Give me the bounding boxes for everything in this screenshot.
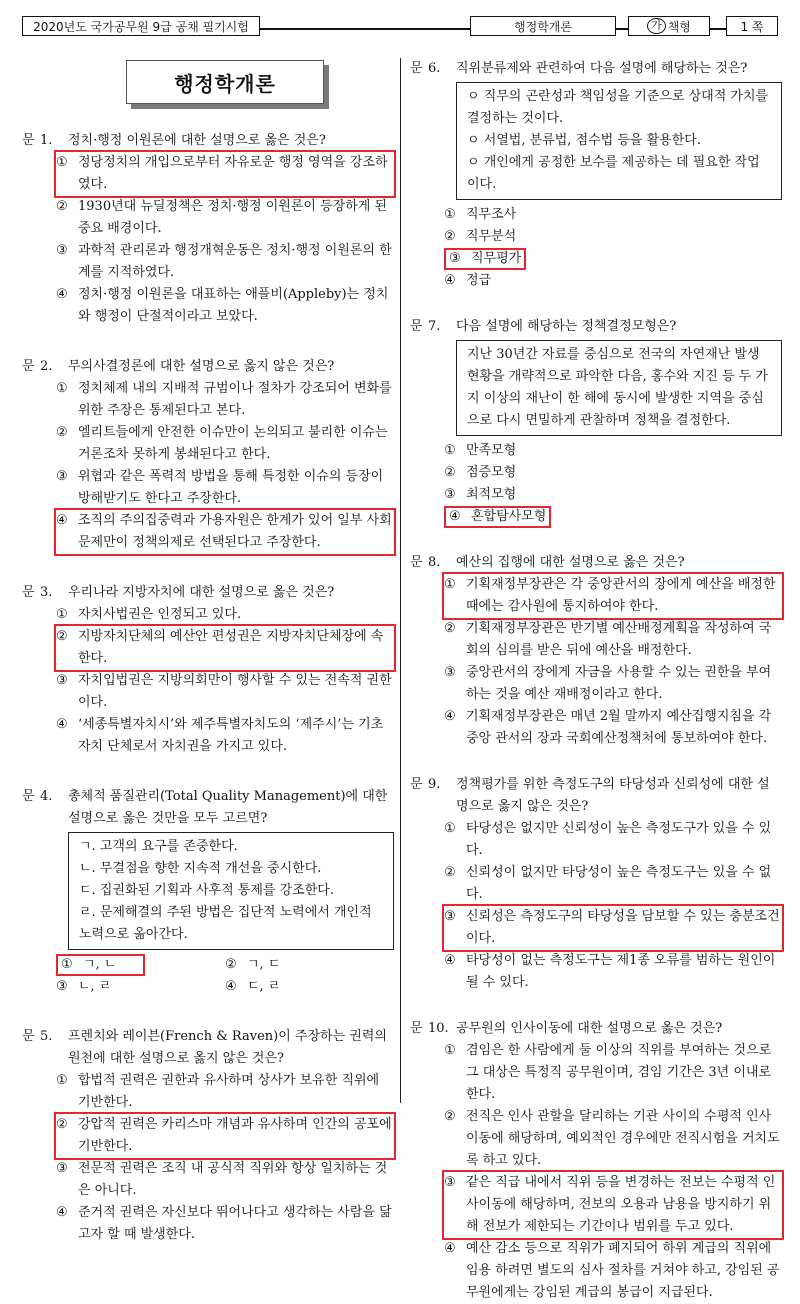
option-text: 신뢰성이 없지만 타당성이 높은 측정도구는 있을 수 없다. <box>466 865 772 902</box>
option-text: 기획재정부장관은 반기별 예산배정계획을 작성하여 국회의 심의를 받은 뒤에 예산을 배정한다. <box>466 621 772 658</box>
option-text: 엘리트들에게 안전한 이슈만이 논의되고 불리한 이슈는 거론조차 못하게 봉쇄된다고 한다. <box>78 425 388 462</box>
question-info-box <box>456 340 782 436</box>
question-text: 예산의 집행에 대한 설명으로 옳은 것은? <box>456 555 685 570</box>
exam-header <box>0 0 800 44</box>
highlighted-answer-option <box>56 626 394 670</box>
option-row <box>410 1238 782 1304</box>
option-number: ③ <box>56 1161 68 1176</box>
option-text: 타당성이 없는 측정도구는 제1종 오류를 범하는 원인이 될 수 있다. <box>466 953 776 990</box>
option-row <box>410 204 782 226</box>
answer-option <box>444 204 782 226</box>
question-number: 3. <box>40 585 53 600</box>
option-text: 직무평가 <box>471 251 522 266</box>
option-text: 만족모형 <box>466 443 517 458</box>
right-column <box>410 58 782 1304</box>
option-number: ④ <box>225 979 237 994</box>
option-text: 기획재정부장관은 매년 2월 말까지 예산집행지침을 각 중앙 관서의 장과 국회예산정책처에 통보하여야 한다. <box>466 709 772 746</box>
question-4 <box>22 786 394 998</box>
option-text: ㄱ, ㄴ <box>83 957 117 972</box>
question-number: 5. <box>40 1029 53 1044</box>
question-stem <box>22 1026 394 1070</box>
question-number: 8. <box>428 555 441 570</box>
option-text: ㄷ, ㄹ <box>247 979 281 994</box>
info-box-line: ㅇ 서열법, 분류법, 점수법 등을 활용한다. <box>467 133 701 148</box>
option-text: 강압적 권력은 카리스마 개념과 유사하며 인간의 공포에 기반한다. <box>78 1117 392 1154</box>
answer-option <box>56 284 394 328</box>
option-text: 혼합탐사모형 <box>471 509 547 524</box>
question-marker: 문 <box>410 555 423 570</box>
option-row <box>22 510 394 554</box>
option-row <box>410 506 782 528</box>
answer-option <box>444 618 782 662</box>
booklet-type-box <box>628 16 710 36</box>
option-row <box>410 462 782 484</box>
option-number: ② <box>444 1109 456 1124</box>
option-number: ② <box>444 229 456 244</box>
option-number: ① <box>444 821 456 836</box>
option-text: 기획재정부장관은 각 중앙관서의 장에게 예산을 배정한 때에는 감사원에 통지하여야 한다. <box>466 577 776 614</box>
question-stem <box>410 774 782 818</box>
question-number: 9. <box>428 777 441 792</box>
option-row <box>22 422 394 466</box>
question-stem <box>22 786 394 830</box>
question-text: 우리나라 지방자치에 대한 설명으로 옳은 것은? <box>68 585 335 600</box>
option-row <box>22 670 394 714</box>
option-row <box>22 284 394 328</box>
option-row <box>410 1106 782 1172</box>
option-row <box>22 626 394 670</box>
highlighted-answer-option <box>444 248 526 270</box>
subject-title-text: 행정학개론 <box>174 71 276 96</box>
question-marker: 문 <box>22 359 35 374</box>
answer-option <box>444 662 782 706</box>
subject-title <box>126 60 324 104</box>
question-number: 10. <box>428 1021 449 1036</box>
option-text: 정치·행정 이원론을 대표하는 애플비(Appleby)는 정치와 행정이 단절적이라고 보았다. <box>78 287 389 324</box>
question-marker: 문 <box>22 1029 35 1044</box>
option-label <box>225 954 304 976</box>
option-text: 조직의 주의집중력과 가용자원은 한계가 있어 일부 사회문제만이 정책의제로 선택된다고 주장한다. <box>78 513 392 550</box>
option-number: ③ <box>444 665 456 680</box>
option-row <box>22 152 394 196</box>
option-number: ② <box>56 425 68 440</box>
option-text: 지방자치단체의 예산안 편성권은 지방자치단체장에 속한다. <box>78 629 384 666</box>
option-row <box>22 604 394 626</box>
highlighted-answer-option <box>56 152 394 196</box>
highlighted-answer-option <box>56 1114 394 1158</box>
answer-option <box>444 462 782 484</box>
option-number: ④ <box>444 953 456 968</box>
info-box-line: ㅇ 개인에게 공정한 보수를 제공하는 데 필요한 작업이다. <box>467 155 760 192</box>
exam-name-box <box>22 16 260 36</box>
option-number: ③ <box>56 469 68 484</box>
option-label <box>225 976 304 998</box>
option-row <box>22 1114 394 1158</box>
info-box-line: ㄹ. 문제해결의 주된 방법은 집단적 노력에서 개인적 노력으로 옮아간다. <box>79 905 372 942</box>
option-row <box>410 248 782 270</box>
question-3 <box>22 582 394 758</box>
option-number: ① <box>56 155 68 170</box>
option-number: ① <box>444 577 456 592</box>
option-number: ③ <box>56 673 68 688</box>
answer-option <box>56 1158 394 1202</box>
option-number: ④ <box>56 287 68 302</box>
option-text: 신뢰성은 측정도구의 타당성을 담보할 수 있는 충분조건이다. <box>466 909 780 946</box>
question-text: 공무원의 인사이동에 대한 설명으로 옳은 것은? <box>456 1021 723 1036</box>
question-stem <box>22 130 394 152</box>
option-row <box>410 574 782 618</box>
question-5 <box>22 1026 394 1246</box>
option-text: 과학적 관리론과 행정개혁운동은 정치·행정 이원론의 한계를 지적하였다. <box>78 243 392 280</box>
option-number: ① <box>444 443 456 458</box>
answer-option <box>444 440 782 462</box>
left-column <box>22 58 394 1246</box>
question-number: 4. <box>40 789 53 804</box>
option-text: 점증모형 <box>466 465 517 480</box>
option-text: ㄱ, ㄷ <box>247 957 281 972</box>
question-number: 2. <box>40 359 53 374</box>
option-number: ③ <box>56 243 68 258</box>
option-number: ② <box>444 465 456 480</box>
option-text: 전문적 권력은 조직 내 공식적 직위와 항상 일치하는 것은 아니다. <box>78 1161 388 1198</box>
option-text: 직무조사 <box>466 207 517 222</box>
question-marker: 문 <box>410 61 423 76</box>
option-row <box>22 714 394 758</box>
option-number: ① <box>56 607 68 622</box>
question-text: 무의사결정론에 대한 설명으로 옳지 않은 것은? <box>68 359 335 374</box>
option-row <box>22 1070 394 1114</box>
answer-option <box>56 954 225 976</box>
answer-option <box>56 196 394 240</box>
option-label <box>56 976 135 998</box>
question-number: 1. <box>40 133 53 148</box>
highlighted-answer-option <box>444 506 551 528</box>
question-marker: 문 <box>22 585 35 600</box>
answer-option <box>56 1202 394 1246</box>
question-number: 6. <box>428 61 441 76</box>
question-8 <box>410 552 782 750</box>
booklet-type-mark: 가 <box>647 18 666 34</box>
option-text: 중앙관서의 장에게 자금을 사용할 수 있는 권한을 부여하는 것을 예산 재배정이라고 한다. <box>466 665 772 702</box>
question-stem <box>410 1018 782 1040</box>
option-row <box>22 378 394 422</box>
question-marker: 문 <box>410 777 423 792</box>
question-stem <box>410 316 782 338</box>
answer-option <box>56 976 225 998</box>
option-row <box>22 1202 394 1246</box>
option-text: 정급 <box>466 273 492 288</box>
option-text: 자치사법권은 인정되고 있다. <box>78 607 242 622</box>
answer-option <box>444 1238 782 1304</box>
option-number: ① <box>61 957 73 972</box>
info-box-line: 지난 30년간 자료를 중심으로 전국의 자연재난 발생현황을 개략적으로 파악한 다음, 홍수와 지진 등 두 가지 이상의 재난이 한 해에 동시에 발생한 지역을 중심으로 다시 면밀하게 관찰하며 정책을 결정한다. <box>467 347 768 428</box>
highlighted-answer-option <box>444 906 782 950</box>
option-number: ① <box>444 207 456 222</box>
option-number: ③ <box>444 909 456 924</box>
question-10 <box>410 1018 782 1304</box>
answer-option <box>444 1040 782 1106</box>
option-number: ③ <box>444 487 456 502</box>
highlighted-answer-option <box>444 1172 782 1238</box>
page-number-box <box>726 16 778 36</box>
header-rule <box>616 28 628 30</box>
option-text: 준거적 권력은 자신보다 뛰어나다고 생각하는 사람을 닮고자 할 때 발생한다. <box>78 1205 392 1242</box>
option-row <box>410 270 782 292</box>
option-row <box>410 618 782 662</box>
header-rule <box>260 28 470 30</box>
option-text: 합법적 권력은 권한과 유사하며 상사가 보유한 직위에 기반한다. <box>78 1073 380 1110</box>
question-9 <box>410 774 782 994</box>
option-number: ② <box>56 629 68 644</box>
question-text: 정치·행정 이원론에 대한 설명으로 옳은 것은? <box>68 133 326 148</box>
option-text: 겸임은 한 사람에게 둘 이상의 직위를 부여하는 것으로 그 대상은 특정직 공무원이며, 겸임 기간은 3년 이내로 한다. <box>466 1043 772 1102</box>
option-grid <box>56 954 394 998</box>
highlighted-answer-option <box>444 574 782 618</box>
column-divider <box>400 58 401 1103</box>
option-row <box>22 240 394 284</box>
answer-option <box>444 226 782 248</box>
answer-option <box>56 422 394 466</box>
info-box-line: ㄴ. 무결점을 향한 지속적 개선을 중시한다. <box>79 861 322 876</box>
option-row <box>22 1158 394 1202</box>
question-number: 7. <box>428 319 441 334</box>
highlighted-answer-option <box>56 954 145 976</box>
left-question-list <box>22 130 394 1246</box>
answer-option <box>56 670 394 714</box>
answer-option <box>56 1070 394 1114</box>
option-text: 직무분석 <box>466 229 517 244</box>
option-text: 1930년대 뉴딜정책은 정치·행정 이원론이 등장하게 된 중요 배경이다. <box>78 199 388 236</box>
info-box-line: ㄱ. 고객의 요구를 존중한다. <box>79 839 238 854</box>
option-row <box>410 226 782 248</box>
question-text: 정책평가를 위한 측정도구의 타당성과 신뢰성에 대한 설명으로 옳지 않은 것은? <box>456 777 770 814</box>
answer-option <box>56 604 394 626</box>
option-number: ① <box>56 1073 68 1088</box>
option-text: 자치입법권은 지방의회만이 행사할 수 있는 전속적 권한이다. <box>78 673 392 710</box>
option-number: ④ <box>449 509 461 524</box>
answer-option <box>444 484 782 506</box>
question-stem <box>22 582 394 604</box>
option-row <box>410 440 782 462</box>
option-number: ① <box>56 381 68 396</box>
page-number: 1 쪽 <box>740 19 764 34</box>
option-number: ② <box>56 1117 68 1132</box>
answer-option <box>225 954 394 976</box>
option-number: ④ <box>56 1205 68 1220</box>
option-number: ② <box>56 199 68 214</box>
right-question-list <box>410 58 782 1304</box>
option-text: 예산 감소 등으로 직위가 폐지되어 하위 계급의 직위에 임용 하려면 별도의 심사 절차를 거쳐야 하고, 강임된 공무원에게는 강임된 계급의 봉급이 지급된다. <box>466 1241 780 1300</box>
option-row <box>410 1172 782 1238</box>
option-row <box>410 662 782 706</box>
option-row <box>410 706 782 750</box>
option-row <box>22 466 394 510</box>
question-info-box <box>68 832 394 950</box>
question-stem <box>410 58 782 80</box>
option-number: ④ <box>444 1241 456 1256</box>
question-2 <box>22 356 394 554</box>
question-1 <box>22 130 394 328</box>
header-rule <box>710 28 726 30</box>
question-info-box <box>456 82 782 200</box>
exam-name: 2020년도 국가공무원 9급 공채 필기시험 <box>33 19 249 34</box>
question-6 <box>410 58 782 292</box>
answer-option <box>56 466 394 510</box>
answer-option <box>56 240 394 284</box>
question-marker: 문 <box>410 1021 423 1036</box>
question-7 <box>410 316 782 528</box>
option-text: ㄴ, ㄹ <box>78 979 112 994</box>
option-number: ① <box>444 1043 456 1058</box>
option-number: ③ <box>56 979 68 994</box>
question-marker: 문 <box>22 133 35 148</box>
option-row <box>410 1040 782 1106</box>
question-stem <box>410 552 782 574</box>
option-row <box>410 484 782 506</box>
option-text: 같은 직급 내에서 직위 등을 변경하는 전보는 수평적 인사이동에 해당하며, 전보의 오용과 남용을 방지하기 위해 전보가 제한되는 기간이나 범위를 두고 있다. <box>466 1175 776 1234</box>
answer-option <box>56 378 394 422</box>
option-text: 위협과 같은 폭력적 방법을 통해 특정한 이슈의 등장이 방해받기도 한다고 주장한다. <box>78 469 384 506</box>
question-text: 프렌치와 레이븐(French & Raven)이 주장하는 권력의 원천에 대한 설명으로 옳지 않은 것은? <box>68 1029 387 1066</box>
option-number: ③ <box>449 251 461 266</box>
option-text: 타당성은 없지만 신뢰성이 높은 측정도구가 있을 수 있다. <box>466 821 772 858</box>
option-row <box>410 950 782 994</box>
answer-option <box>444 270 782 292</box>
answer-option <box>444 950 782 994</box>
question-marker: 문 <box>410 319 423 334</box>
option-text: 최적모형 <box>466 487 517 502</box>
option-number: ④ <box>56 717 68 732</box>
highlighted-answer-option <box>56 510 394 554</box>
answer-option <box>444 862 782 906</box>
answer-option <box>225 976 394 998</box>
answer-option <box>444 706 782 750</box>
option-row <box>410 906 782 950</box>
question-text: 다음 설명에 해당하는 정책결정모형은? <box>456 319 677 334</box>
option-number: ② <box>225 957 237 972</box>
question-text: 직위분류제와 관련하여 다음 설명에 해당하는 것은? <box>456 61 748 76</box>
option-number: ② <box>444 621 456 636</box>
option-number: ④ <box>444 273 456 288</box>
question-marker: 문 <box>22 789 35 804</box>
option-row <box>410 818 782 862</box>
answer-option <box>444 1106 782 1172</box>
subject-name: 행정학개론 <box>514 19 572 34</box>
option-text: 정당정치의 개입으로부터 자유로운 행정 영역을 강조하였다. <box>78 155 388 192</box>
option-row <box>22 196 394 240</box>
option-text: ‘세종특별자치시’와 제주특별자치도의 ‘제주시’는 기초자치 단체로서 자치권을 가지고 있다. <box>78 717 384 754</box>
option-number: ② <box>444 865 456 880</box>
option-text: 전직은 인사 관할을 달리하는 기관 사이의 수평적 인사이동에 해당하며, 예외적인 경우에만 전직시험을 거치도록 하고 있다. <box>466 1109 780 1168</box>
option-number: ④ <box>56 513 68 528</box>
info-box-line: ㅇ 직무의 곤란성과 책임성을 기준으로 상대적 가치를 결정하는 것이다. <box>467 89 769 126</box>
answer-option <box>56 714 394 758</box>
option-number: ③ <box>444 1175 456 1190</box>
option-text: 정치체제 내의 지배적 규범이나 절차가 강조되어 변화를 위한 주장은 통제된다고 본다. <box>78 381 392 418</box>
option-number: ④ <box>444 709 456 724</box>
question-text: 총체적 품질관리(Total Quality Management)에 대한 설명으로 옳은 것만을 모두 고르면? <box>68 789 388 826</box>
option-row <box>410 862 782 906</box>
subject-box <box>470 16 616 36</box>
booklet-type-label: 책형 <box>667 19 691 34</box>
info-box-line: ㄷ. 집권화된 기획과 사후적 통제를 강조한다. <box>79 883 334 898</box>
answer-option <box>444 818 782 862</box>
question-stem <box>22 356 394 378</box>
